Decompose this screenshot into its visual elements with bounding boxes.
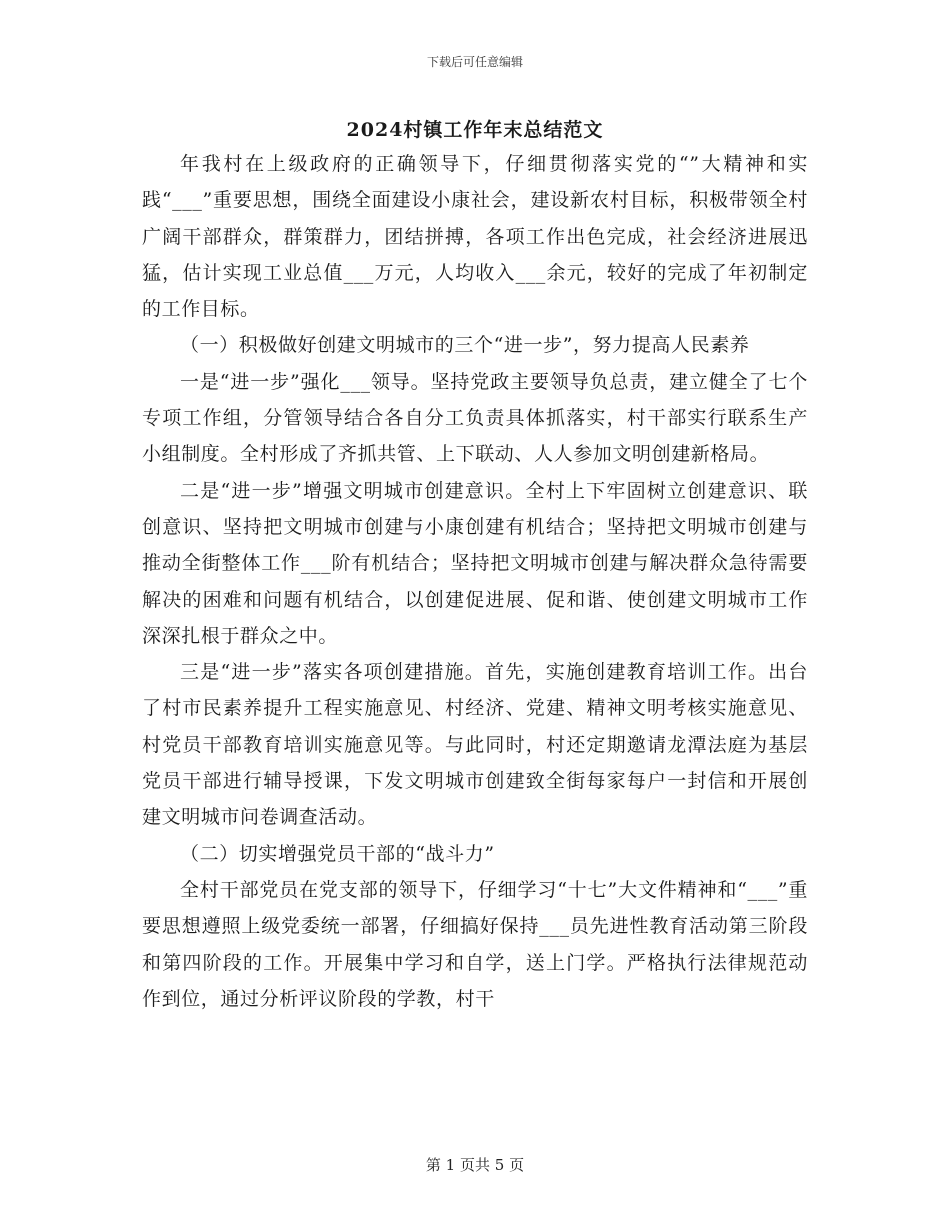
document-title: 2024村镇工作年末总结范文 — [346, 119, 604, 141]
paragraph-intro: 年我村在上级政府的正确领导下，仔细贯彻落实党的“”大精神和实践“___”重要思想，围绕全面建设小康社会，建设新农村目标，积极带领全村广阔干部群众，群策群力，团结拼搏，各项工作出色完成，社会经济进展迅猛，估计实现工业总值___万元，人均收入___余元，较好的完成了年初制定的工作目标。 — [142, 153, 808, 321]
paragraph-cadres: 全村干部党员在党支部的领导下，仔细学习“十七”大文件精神和“___”重要思想遵照上级党委统一部署，仔细搞好保持___员先进性教育活动第三阶段和第四阶段的工作。开展集中学习和自学，送上门学。严格执行法律规范动作到位，通过分析评议阶段的学教，村干 — [142, 878, 808, 1010]
page-number-footer: 第 1 页共 5 页 — [425, 1156, 525, 1174]
document-body — [142, 146, 808, 1017]
section-heading-2: （二）切实增强党员干部的“战斗力” — [180, 842, 495, 865]
paragraph-point-2: 二是“进一步”增强文明城市创建意识。全村上下牢固树立创建意识、联创意识、坚持把文明城市创建与小康创建有机结合；坚持把文明城市创建与推动全街整体工作___阶有机结合；坚持把文明城市创建与解决群众急待需要解决的困难和问题有机结合，以创建促进展、促和谐、使创建文明城市工作深深扎根于群众之中。 — [142, 479, 808, 647]
header-note: 下载后可任意编辑 — [426, 55, 523, 69]
paragraph-point-3: 三是“进一步”落实各项创建措施。首先，实施创建教育培训工作。出台了村市民素养提升工程实施意见、村经济、党建、精神文明考核实施意见、村党员干部教育培训实施意见等。与此同时，村还定期邀请龙潭法庭为基层党员干部进行辅导授课，下发文明城市创建致全街每家每户一封信和开展创建文明城市问卷调查活动。 — [142, 661, 808, 829]
paragraph-point-1: 一是“进一步”强化___领导。坚持党政主要领导负总责，建立健全了七个专项工作组，分管领导结合各自分工负责具体抓落实，村干部实行联系生产小组制度。全村形成了齐抓共管、上下联动、人人参加文明创建新格局。 — [142, 370, 808, 466]
section-heading-1: （一）积极做好创建文明城市的三个“进一步”，努力提高人民素养 — [180, 334, 750, 357]
